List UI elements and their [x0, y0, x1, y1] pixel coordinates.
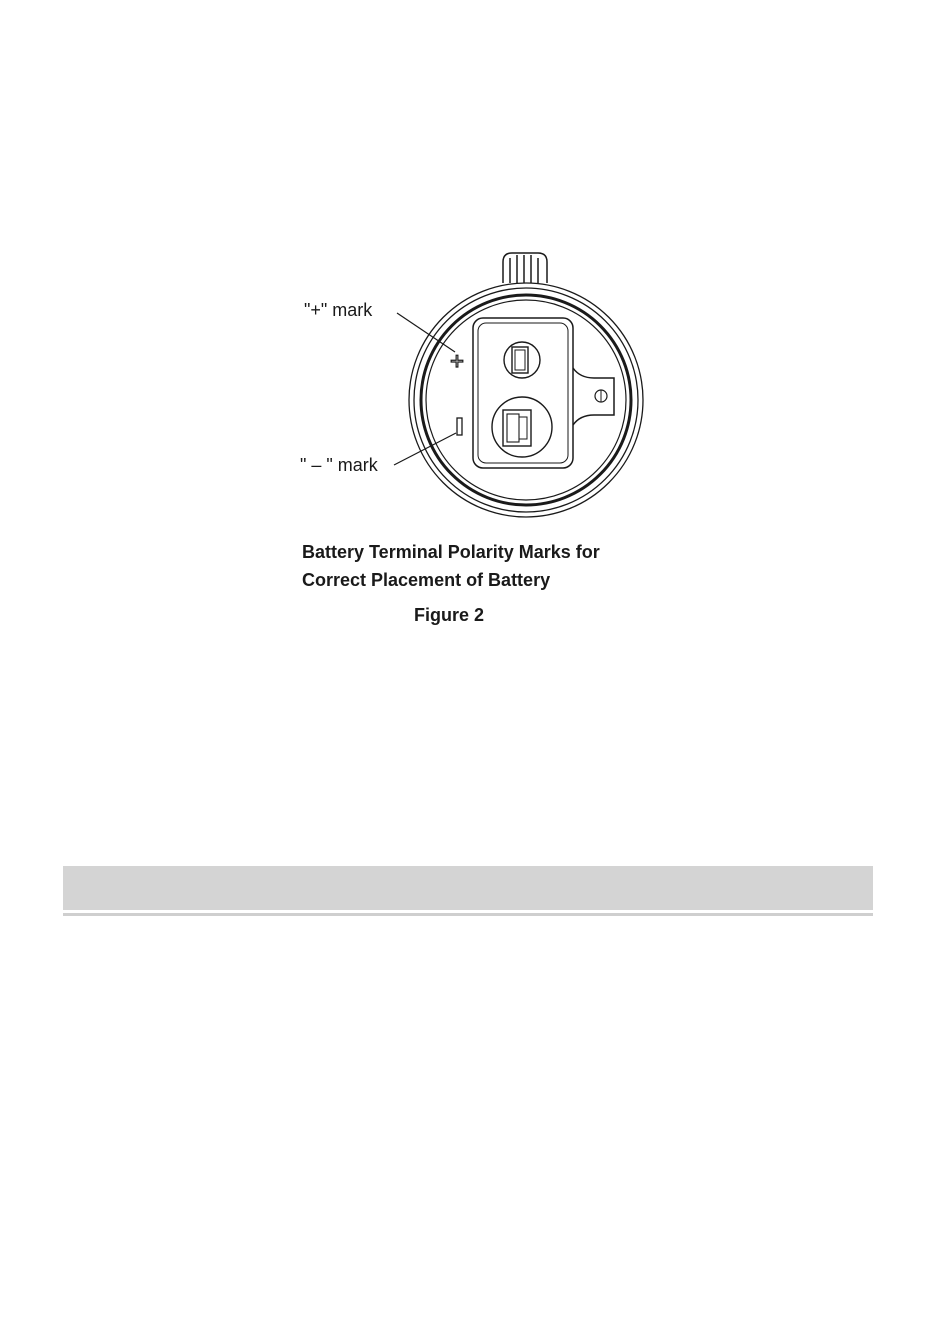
- plus-mark-callout: "+" mark: [304, 300, 373, 320]
- minus-mark-symbol: [457, 418, 462, 435]
- battery-plate: [473, 318, 614, 468]
- minus-mark-callout: " – " mark: [300, 455, 378, 475]
- figure-caption: [302, 538, 600, 594]
- figure-label: Figure 2: [414, 605, 485, 625]
- lower-terminal: [492, 397, 552, 457]
- section-divider: [63, 913, 873, 916]
- caption-line-1: Battery Terminal Polarity Marks for: [302, 542, 600, 562]
- plus-mark-symbol: +: [450, 348, 465, 375]
- caption-line-2: Correct Placement of Battery: [302, 570, 551, 590]
- holder-knob: [503, 253, 547, 283]
- callout-leaders: [394, 313, 456, 465]
- section-header-bar: [63, 866, 873, 910]
- upper-terminal: [504, 342, 540, 378]
